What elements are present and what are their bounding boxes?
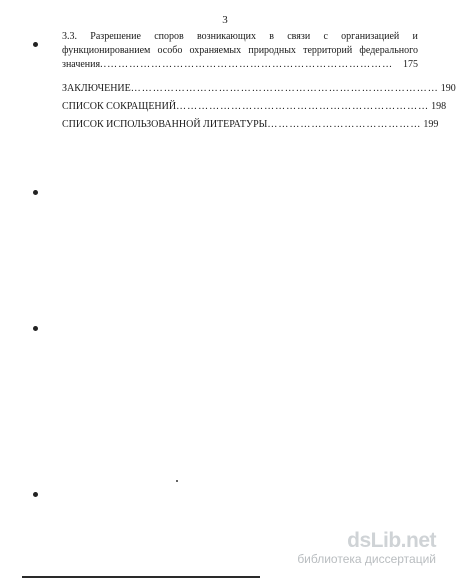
binding-hole-mark (33, 492, 38, 497)
toc-line (62, 82, 456, 96)
toc-entry-conclusion (62, 82, 456, 96)
toc-entry-section-3-3 (62, 30, 418, 72)
binding-hole-mark (33, 326, 38, 331)
toc-entry-word: организацией (341, 31, 400, 42)
toc-entry-title-line-1 (62, 30, 418, 44)
toc-line (62, 100, 447, 114)
dot-leader: …………………………………… (267, 119, 422, 130)
watermark-tagline: библиотека диссертаций (297, 552, 436, 566)
watermark-logo-tld: .net (400, 529, 436, 552)
watermark-logo (297, 530, 436, 552)
toc-entry-word: 3.3. (62, 31, 77, 42)
toc-entry-references (62, 118, 439, 132)
page-number: 3 (222, 14, 228, 26)
toc-entry-word: споров (154, 31, 184, 42)
toc-entry-title: ЗАКЛЮЧЕНИЕ (62, 83, 131, 94)
toc-page-number: 199 (423, 119, 439, 130)
toc-page-number: 198 (431, 101, 447, 112)
dot-leader: …………………………………………………………… (176, 101, 430, 112)
toc-page-number: 190 (440, 83, 456, 94)
toc-entry-title: СПИСОК СОКРАЩЕНИЙ (62, 101, 177, 112)
toc-page-number: 175 (403, 59, 418, 70)
toc-entry-abbreviations (62, 100, 447, 114)
scan-speck (176, 480, 178, 482)
toc-entry-word: Разрешение (90, 31, 141, 42)
dot-leader: ..…………………………………………………………………… (100, 59, 394, 70)
toc-entry-title-line-2: функционированием особо охраняемых природных территорий федерального (62, 45, 418, 56)
toc-entry-word: возникающих (196, 31, 256, 42)
watermark (297, 530, 436, 566)
scan-edge-line (22, 576, 260, 578)
dot-leader: ………………………………………………………………………… (130, 83, 439, 94)
binding-hole-mark (33, 190, 38, 195)
binding-hole-mark (33, 42, 38, 47)
toc-entry-word: в (269, 31, 274, 42)
toc-entry-word: с (323, 31, 328, 42)
toc-line (62, 118, 439, 132)
toc-entry-word: и (412, 31, 418, 42)
toc-entry-title: СПИСОК ИСПОЛЬЗОВАННОЙ ЛИТЕРАТУРЫ (62, 119, 268, 130)
toc-entry-word: связи (287, 31, 311, 42)
toc-entry-title-tail: значения (62, 59, 101, 70)
watermark-logo-main: dsLib (347, 529, 401, 552)
toc-entry-title-line-3 (62, 58, 418, 72)
